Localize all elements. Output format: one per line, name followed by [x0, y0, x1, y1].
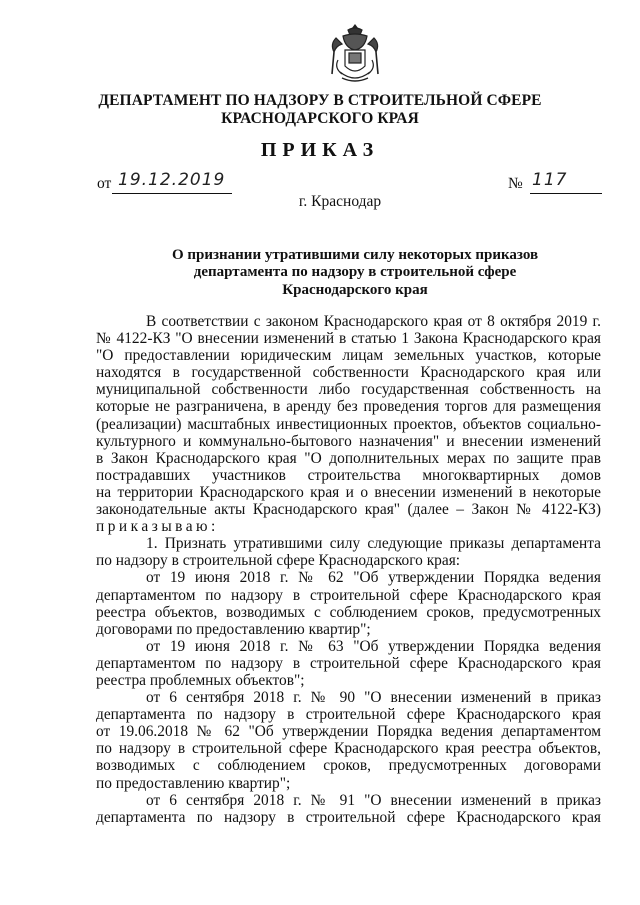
- handwritten-date: 19.12.2019: [118, 170, 226, 190]
- body-line: департаментом по надзору в строительной сфере Краснодарского края: [96, 586, 601, 604]
- body-line: находятся в государственной собственности Краснодарского края или: [96, 364, 601, 382]
- document-body: [96, 313, 601, 826]
- body-line: реестра объектов, возводимых с соблюдением сроков, предусмотренных: [96, 603, 601, 621]
- body-line: пострадавших участников строительства многоквартирных домов: [96, 466, 601, 484]
- body-line: № 4122-КЗ "О внесении изменений в статью 1 Закона Краснодарского края: [96, 330, 601, 348]
- body-line: от 19 июня 2018 г. № 62 "Об утверждении Порядка ведения: [146, 569, 601, 587]
- body-line: которые не разграничена, в аренду без проведения торгов для размещения: [96, 398, 601, 416]
- body-line: по надзору в строительной сфере Краснодарского края реестра объектов,: [96, 740, 601, 758]
- body-line: муниципальной собственности либо государственная собственность на: [96, 381, 601, 399]
- body-line: 1. Признать утратившими силу следующие приказы департамента: [146, 535, 601, 553]
- body-line: договорами по предоставлению квартир";: [96, 620, 371, 638]
- subject-line: департамента по надзору в строительной сфере: [193, 264, 517, 280]
- handwritten-number: 117: [532, 170, 568, 190]
- body-line: от 19 июня 2018 г. № 63 "Об утверждении Порядка ведения: [146, 637, 601, 655]
- body-line: культурного и коммунально-бытового назначения" и внесении изменений: [96, 432, 601, 450]
- department-name-line1: ДЕПАРТАМЕНТ ПО НАДЗОРУ В СТРОИТЕЛЬНОЙ СФЕРЕ: [98, 92, 542, 109]
- body-line: приказываю:: [96, 518, 219, 536]
- subject-line: О признании утратившими силу некоторых приказов: [171, 247, 539, 263]
- body-line: в Закон Краснодарского края "О дополнительных мерах по защите прав: [96, 449, 601, 467]
- body-line: (реализации) масштабных инвестиционных проектов, объектов социально-: [96, 415, 601, 433]
- body-line: по надзору в строительной сфере Краснодарского края:: [96, 552, 461, 570]
- body-line: от 19.06.2018 № 62 "Об утверждении Порядка ведения департаментом: [96, 723, 601, 741]
- body-line: возводимых с соблюдением сроков, предусмотренных договорами: [96, 757, 601, 775]
- body-line: департамента по надзору в строительной сфере Краснодарского края: [96, 808, 601, 826]
- number-label: №: [508, 175, 523, 192]
- body-line: В соответствии с законом Краснодарского края от 8 октября 2019 г.: [146, 313, 601, 330]
- subject-line: Краснодарского края: [282, 282, 428, 298]
- coat-of-arms-emblem: [328, 22, 382, 84]
- body-line: департаментом по надзору в строительной сфере Краснодарского края: [96, 654, 601, 672]
- department-name-line2: КРАСНОДАРСКОГО КРАЯ: [221, 110, 419, 127]
- body-line: по предоставлению квартир";: [96, 774, 291, 792]
- date-prefix: от: [97, 175, 112, 192]
- body-line: реестра проблемных объектов";: [96, 671, 305, 689]
- body-line: законодательные акты Краснодарского края" (далее – Закон № 4122-КЗ): [96, 501, 601, 519]
- body-line: от 6 сентября 2018 г. № 91 "О внесении изменений в приказ: [146, 791, 601, 809]
- body-line: "О предоставлении юридическим лицам земельных участков, которые: [96, 347, 601, 365]
- city: г. Краснодар: [298, 193, 382, 210]
- document-title: ПРИКАЗ: [260, 139, 380, 161]
- body-line: от 6 сентября 2018 г. № 90 "О внесении изменений в приказ: [146, 689, 601, 707]
- body-line: на территории Краснодарского края и о внесении изменений в некоторые: [96, 483, 601, 501]
- body-line: департамента по надзору в строительной сфере Краснодарского края: [96, 706, 601, 724]
